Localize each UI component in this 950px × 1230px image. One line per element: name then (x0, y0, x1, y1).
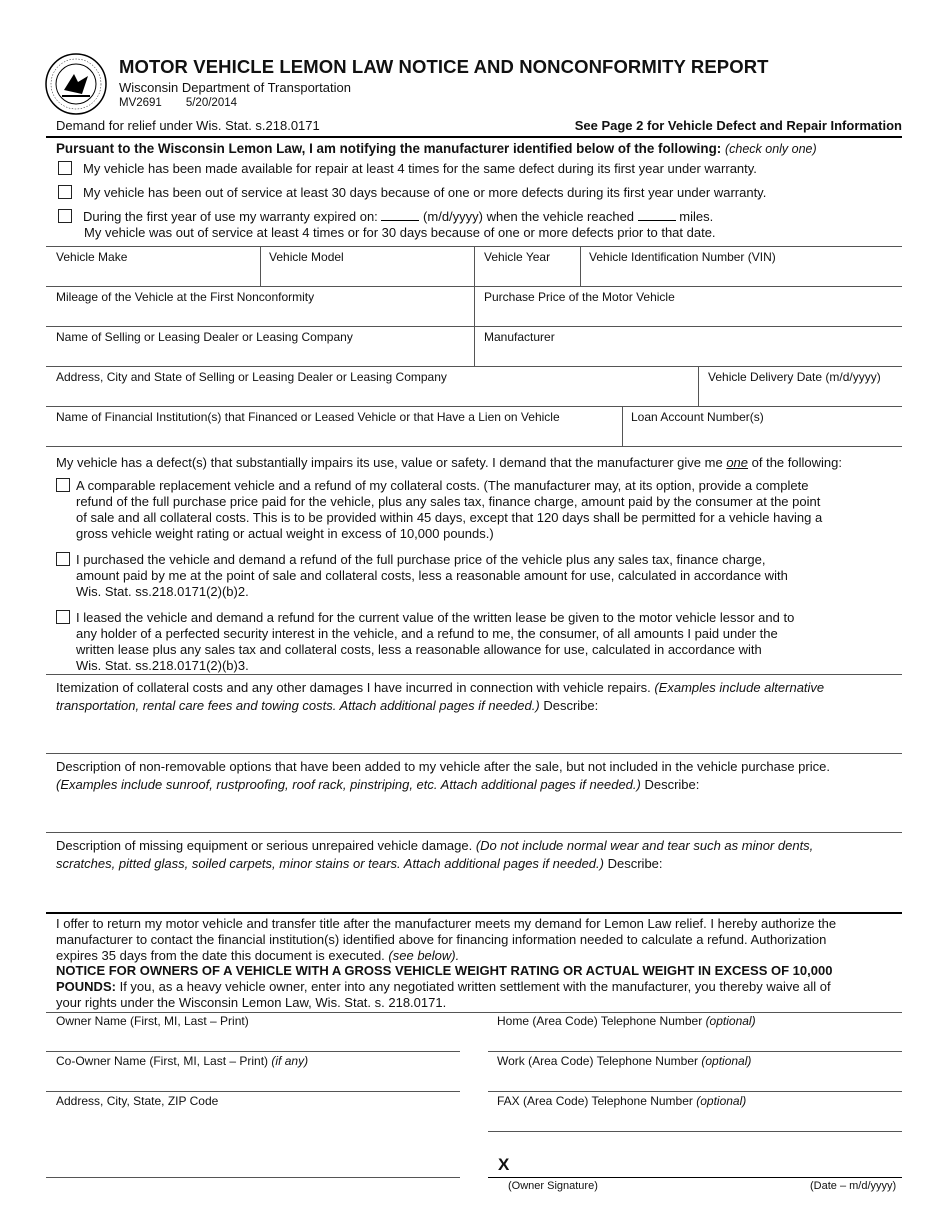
field-underline (488, 1091, 902, 1092)
choice2-line: Wis. Stat. ss.218.0171(2)(b)2. (76, 584, 249, 599)
notice-waiver: If you, as a heavy vehicle owner, enter into any negotiated written settlement with the manufacturer, you thereby waive all of (119, 979, 831, 995)
offer-see-below: (see below). (388, 947, 460, 963)
form-id (119, 97, 261, 109)
grid-line (260, 246, 261, 286)
field-underline (488, 1131, 902, 1132)
signature-date-caption: (Date – m/d/yyyy) (810, 1180, 897, 1192)
loan-account-field[interactable]: Loan Account Number(s) (631, 410, 764, 424)
form-number: MV2691 (119, 97, 162, 109)
grid-line (580, 246, 581, 286)
choice-lease-refund-checkbox[interactable] (56, 610, 70, 624)
itemization-input[interactable] (46, 716, 902, 752)
grid-line (698, 366, 699, 406)
offer-line: I offer to return my motor vehicle and transfer title after the manufacturer meets my demand for Lemon Law relief. I hereby authorize the (56, 916, 837, 931)
see-page-2-note: See Page 2 for Vehicle Defect and Repair Information (574, 118, 902, 133)
grid-line (46, 366, 902, 367)
pursuant-text: Pursuant to the Wisconsin Lemon Law, I am notifying the manufacturer identified below of the following: (56, 141, 722, 156)
choice3-line: written lease plus any sales tax and collateral costs, less a reasonable allowance for use, calculated in accordance with (76, 642, 762, 657)
choice-purchase-refund-text (76, 552, 906, 600)
option-repair-4-times-label: My vehicle has been made available for repair at least 4 times for the same defect during its first year under warranty. (83, 161, 757, 176)
fax-field[interactable] (497, 1094, 746, 1108)
home-phone-label: Home (Area Code) Telephone Number (497, 1014, 703, 1028)
vin-field[interactable]: Vehicle Identification Number (VIN) (589, 250, 776, 264)
vehicle-model-field[interactable]: Vehicle Model (269, 250, 344, 264)
itemization-b: (Examples include alternative (654, 680, 825, 695)
dealer-name-field[interactable]: Name of Selling or Leasing Dealer or Leasing Company (56, 330, 353, 344)
choice1-line: gross vehicle weight rating or actual weight in excess of 10,000 pounds.) (76, 526, 494, 541)
section-divider (46, 753, 902, 754)
mileage-field[interactable]: Mileage of the Vehicle at the First Nonconformity (56, 290, 315, 304)
delivery-date-field[interactable]: Vehicle Delivery Date (m/d/yyyy) (708, 370, 881, 384)
missing-describe: Describe: (607, 856, 663, 871)
home-phone-field[interactable] (497, 1014, 756, 1028)
work-phone-label: Work (Area Code) Telephone Number (497, 1054, 698, 1068)
financial-institution-field[interactable]: Name of Financial Institution(s) that Financed or Leased Vehicle or that Have a Lien on Vehicle (56, 410, 560, 424)
defect-intro (56, 455, 842, 471)
defect-intro-a: My vehicle has a defect(s) that substantially impairs its use, value or safety. I demand that the manufacturer give me (56, 455, 723, 470)
optional-note: (optional) (701, 1054, 752, 1068)
signature-x-mark: X (498, 1155, 510, 1174)
defect-intro-one: one (726, 455, 749, 470)
field-underline (488, 1051, 902, 1052)
options-desc-input[interactable] (46, 795, 902, 831)
missing-c: scratches, pitted glass, soiled carpets, minor stains or tears. Attach additional pages if needed.) (56, 856, 604, 871)
owner-signature-caption: (Owner Signature) (508, 1180, 598, 1192)
notice-pounds: POUNDS: (56, 979, 116, 995)
missing-equipment-input[interactable] (46, 874, 902, 910)
choice-purchase-refund-checkbox[interactable] (56, 552, 70, 566)
wisdot-seal-logo (44, 52, 108, 116)
optional-note: (optional) (696, 1094, 747, 1108)
signature-line (488, 1177, 902, 1178)
pursuant-heading (56, 141, 817, 156)
offer-line: manufacturer to contact the financial institution(s) identified above for financing information needed to calculate a refund. Authorization (56, 931, 827, 947)
form-title: MOTOR VEHICLE LEMON LAW NOTICE AND NONCONFORMITY REPORT (119, 56, 769, 77)
notice-rights: your rights under the Wisconsin Lemon Law, Wis. Stat. s. 218.0171. (56, 994, 447, 1010)
option3-text-c: miles. (679, 209, 714, 224)
missing-b: (Do not include normal wear and tear such as minor dents, (475, 838, 814, 853)
option-30-days-checkbox[interactable] (58, 185, 72, 199)
dealer-address-field[interactable]: Address, City and State of Selling or Leasing Dealer or Leasing Company (56, 370, 447, 384)
pursuant-note: (check only one) (724, 142, 817, 156)
itemization-c: transportation, rental care fees and towing costs. Attach additional pages if needed.) (56, 698, 540, 713)
choice3-line: I leased the vehicle and demand a refund for the current value of the written lease be given to the motor vehicle lessor and to (76, 610, 795, 625)
offer-text (56, 916, 906, 1011)
option3-line2: My vehicle was out of service at least 4 times or for 30 days because of one or more defects prior to that date. (84, 225, 716, 240)
option-repair-4-times-checkbox[interactable] (58, 161, 72, 175)
section-divider (46, 1012, 902, 1013)
owner-name-field[interactable]: Owner Name (First, MI, Last – Print) (56, 1014, 249, 1028)
choice1-line: A comparable replacement vehicle and a refund of my collateral costs. (The manufacturer may, at its option, provide a complete (76, 478, 809, 493)
itemization-text (56, 679, 902, 715)
field-underline (46, 1051, 460, 1052)
choice-replacement-text (76, 478, 906, 542)
section-divider (46, 674, 902, 675)
grid-line (46, 446, 902, 447)
section-divider (46, 832, 902, 833)
notice-heavy-vehicle: NOTICE FOR OWNERS OF A VEHICLE WITH A GROSS VEHICLE WEIGHT RATING OR ACTUAL WEIGHT IN EXCESS OF 10,000 (56, 963, 833, 979)
section-divider-thick (46, 912, 902, 914)
options-desc-b: (Examples include sunroof, rustproofing, roof rack, pinstriping, etc. Attach additional pages if needed.) (56, 777, 641, 792)
option3-text-b: (m/d/yyyy) when the vehicle reached (423, 209, 635, 224)
warranty-miles-field[interactable] (638, 209, 676, 221)
choice1-line: refund of the full purchase price paid for the vehicle, plus any sales tax, finance charge, amount paid by the consumer at the point (76, 494, 821, 509)
grid-line (46, 406, 902, 407)
options-desc-text (56, 758, 902, 794)
grid-line (474, 246, 475, 366)
vehicle-make-field[interactable]: Vehicle Make (56, 250, 128, 264)
optional-note: (optional) (705, 1014, 756, 1028)
option-warranty-expired-checkbox[interactable] (58, 209, 72, 223)
coowner-name-field[interactable] (56, 1054, 308, 1068)
coowner-label: Co-Owner Name (First, MI, Last – Print) (56, 1054, 269, 1068)
options-desc-describe: Describe: (644, 777, 700, 792)
demand-statute: Demand for relief under Wis. Stat. s.218.0171 (56, 118, 320, 133)
itemization-describe: Describe: (543, 698, 599, 713)
coowner-note: (if any) (271, 1054, 309, 1068)
choice3-line: any holder of a perfected security interest in the vehicle, and a refund to me, the consumer, of all amounts I paid under the (76, 626, 778, 641)
choice1-line: of sale and all collateral costs. This is to be provided within 45 days, except that 120 days shall be permitted for a vehicle having a (76, 510, 823, 525)
field-underline (46, 1091, 460, 1092)
option3-text-a: During the first year of use my warranty expired on: (83, 209, 378, 224)
owner-signature-input[interactable] (518, 1150, 898, 1176)
choice2-line: I purchased the vehicle and demand a refund of the full purchase price of the vehicle plus any sales tax, finance charge, (76, 552, 766, 567)
grid-line (622, 406, 623, 446)
options-desc-a: Description of non-removable options that have been added to my vehicle after the sale, but not included in the vehicle purchase price. (56, 759, 830, 774)
missing-equipment-text (56, 837, 902, 873)
missing-a: Description of missing equipment or serious unrepaired vehicle damage. (56, 838, 473, 853)
header-divider (46, 136, 902, 138)
choice-replacement-checkbox[interactable] (56, 478, 70, 492)
fax-label: FAX (Area Code) Telephone Number (497, 1094, 693, 1108)
warranty-date-field[interactable] (381, 209, 419, 221)
work-phone-field[interactable] (497, 1054, 751, 1068)
manufacturer-field[interactable]: Manufacturer (484, 330, 555, 344)
choice3-line: Wis. Stat. ss.218.0171(2)(b)3. (76, 658, 249, 673)
purchase-price-field[interactable]: Purchase Price of the Motor Vehicle (484, 290, 675, 304)
choice2-line: amount paid by me at the point of sale and collateral costs, less a reasonable amount for use, calculated in accordance with (76, 568, 788, 583)
choice-lease-refund-text (76, 610, 906, 674)
defect-intro-b: of the following: (751, 455, 842, 470)
field-underline (46, 1177, 460, 1178)
itemization-a: Itemization of collateral costs and any other damages I have incurred in connection with vehicle repairs. (56, 680, 651, 695)
department-name: Wisconsin Department of Transportation (119, 80, 351, 95)
owner-address-field[interactable]: Address, City, State, ZIP Code (56, 1094, 219, 1108)
option-warranty-expired-label (83, 209, 713, 225)
vehicle-year-field[interactable]: Vehicle Year (484, 250, 551, 264)
option-30-days-label: My vehicle has been out of service at least 30 days because of one or more defects during its first year under warranty. (83, 185, 767, 200)
form-date: 5/20/2014 (185, 97, 238, 109)
offer-line: expires 35 days from the date this document is executed. (56, 947, 385, 963)
